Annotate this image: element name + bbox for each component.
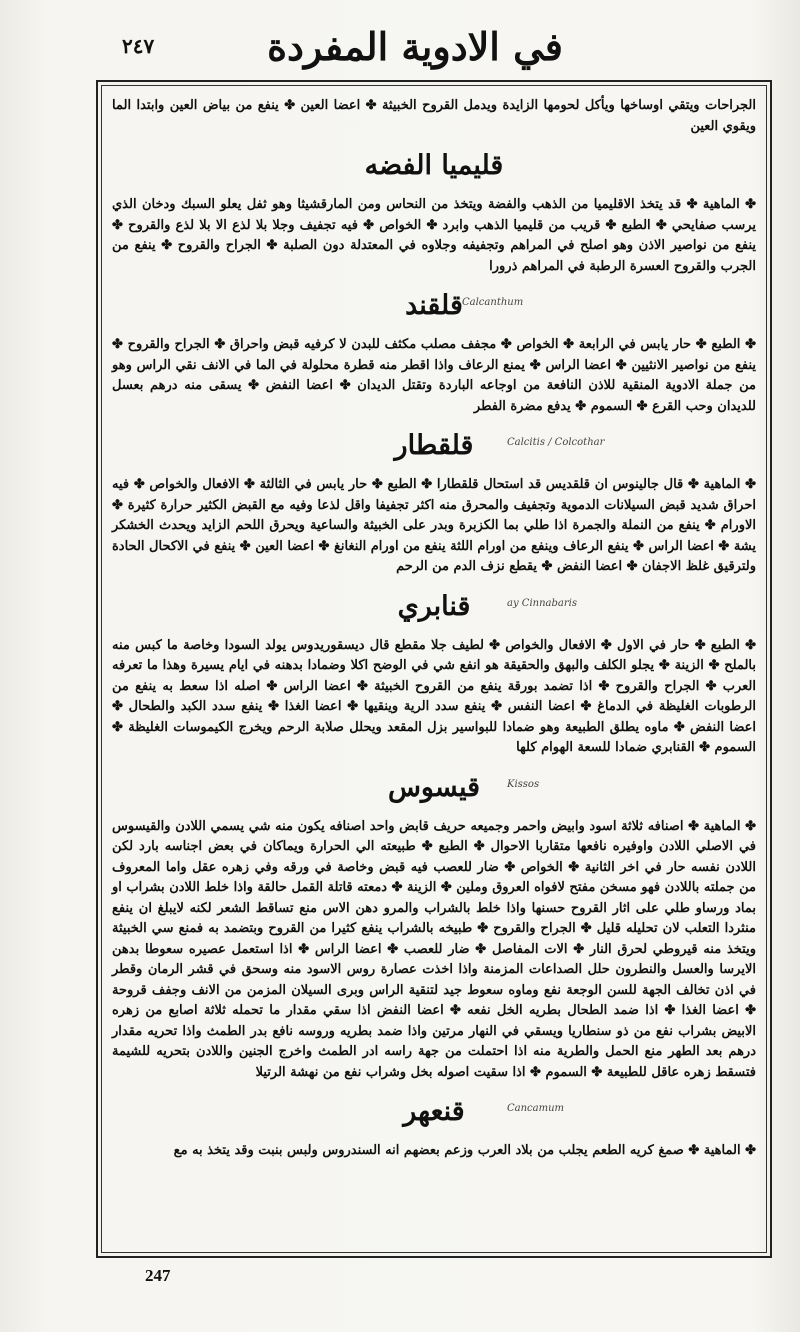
latin-marginal-note: Calcitis / Colcothar (507, 437, 605, 448)
section-heading-row (112, 586, 756, 628)
section-paragraph: ✤ الماهية ✤ صمغ كريه الطعم يجلب من بلاد العرب وزعم بعضهم انه السندروس ولبس بنبت وقد يتخذ به مع (173, 1143, 756, 1158)
section-paragraph: ✤ الماهية ✤ قد يتخذ الاقليميا من الذهب والفضة ويتخذ من النحاس ومن المارقشيثا وهو ثفل يعلو السبك ودخان الذي يرسب صفايحي ✤ الطبع ✤ قريب من قليميا الذهب وابرد ✤ الخواص ✤ فيه تجفيف وجلا بلا لذع الا بلا لذع والقروح ✤ ينفع من نواصير الاذن وهو اصلح في المراهم وتجفيفه وجلاوه في المعتدلة دون الصلبة ✤ الجراح والقروح ✤ ينفع من الجرب والقروح العسرة الرطبة في المراهم ذرورا (112, 197, 756, 274)
folio-number: 247 (145, 1266, 171, 1285)
section-heading-row (112, 767, 756, 809)
page-content (112, 96, 756, 1162)
section-paragraph: ✤ الطبع ✤ حار يابس في الرابعة ✤ الخواص ✤ مجفف مصلب مكثف للبدن لا كرفيه قبض واحراق ✤ الجراح والقروح ✤ ينفع من نواصير الانثيين ✤ اعضا الراس ✤ يمنع الرعاف واذا اقطر منه قطرة محلولة في الما في الانف نقي الراس وهو من جملة الادوية المنقية للاذن النافعة من اوجاعه الباردة وتقتل الديدان ✤ اعضا النفض ✤ يسقى منه درهم بعسل للديدان وحب القرع ✤ السموم ✤ يدفع مضرة الفطر (112, 337, 756, 414)
section-paragraph: ✤ الماهية ✤ اصنافه ثلاثة اسود وابيض واحمر وجميعه حريف قابض واحد اصنافه يكون منه شي يسمي اللادن والقيسوس في الاصلي اللادن واوفيره نافعها متقاربا الاحوال ✤ الطبع ✤ طبيعته الي الحرارة ويماكان في بعض اجناسه بارد لكن اللادن نفسه حار في اخر الثانية ✤ الخواص ✤ ضار للعصب فيه قبض وخاصة في ورقه وفي زهره عقل واما المعروف من جملته باللادن فهو مسخن مفتح لافواه العروق وملين ✤ الزينة ✤ دمعته قاتلة القمل حالقة واذا خلط اللادن بشراب او بماد ورساو طلي على اثار القروح حسنها واذا خلط بالشراب والمرو دهن الاس منع تساقط الشعر لكنه لايبلغ ان ينفع منثردا التعلب لان تحليله قليل ✤ الجراح والقروح ✤ طبيخه بالشراب ينفع كثيرا من القروح وبتضمد به فمنع سي الخبيثة ويتخذ منه قيروطي لحرق النار ✤ الات المفاصل ✤ ضار للعصب ✤ اعضا الراس ✤ اذا استعمل عصيره سعوطا بدهن الايرسا والعسل والنطرون حلل الصداعات المزمنة واذا اخذت عصارة روس الاسود منه وسحق في قشر الرمان وقطر في اذن تخالف الجهة للسن الوجعة نفع وماوه سعوط جيد لتنقية الراس وبرى السيلان المزمن من الانف وجفف قروحة ✤ اعضا الغذا ✤ اذا ضمد الطحال بطريه الخل نفعه ✤ اعضا النفض اذا سقي مقدار ما تحمله ثلاثة اصابع من زهره الابيض بشراب نفع من ذو سنطاريا ويسقي في النهار مرتين واذا ضمد بطريه وروسه نافع بدر الطمث واذا تحريه مقدار درهم بعد الطهر منع الحمل والطرية منه اذا احتملت من جهة راسه ادر الطمث واخرج الجنين واللادن بتحريه للشيمة فتسقط زهره عاقل للطبيعة ✤ السموم ✤ اذا سقيت اصوله بخل وشراب نفع من نهشة الرتيلا (112, 818, 756, 1080)
page-number-arabic: ٢٤٧ (122, 34, 155, 58)
section-heading-row (112, 145, 756, 187)
section-paragraph: ✤ الطبع ✤ حار في الاول ✤ الافعال والخواص ✤ لطيف جلا مقطع قال ديسقوريدوس يولد السودا وخاصة ما كبس منه بالملح ✤ الزينة ✤ يجلو الكلف والبهق والحقيقة هو انفع شي في الوضح اكلا وضمادا بدهنه في ايام يسيرة وهذا ما تعرفه العرب ✤ الجراح والقروح ✤ اذا تضمد بورقة ينفع من القروح الخبيثة ✤ اعضا الراس ✤ اصله اذا سعط به ينفع من الرطوبات الغليظة في الدماغ ✤ اعضا النفس ✤ ينفع سدد الرية وينقيها ✤ اعضا الغذا ✤ ينفع سدد الكبد والطحال ✤ اعضا النفض ✤ ماوه يطلق الطبيعة وهو ضمادا للبواسير بزل المقعد ويحلل صلابة الرحم ويخرج الكيموسات الغليظة ✤ السموم ✤ القنابري ضمادا للسعة الهوام كلها (112, 637, 756, 755)
latin-marginal-note: ay Cinnabaris (507, 597, 577, 609)
latin-marginal-note: Cancamum (507, 1103, 565, 1114)
text-frame (96, 80, 772, 1258)
section-heading: قلقطار (394, 430, 474, 461)
latin-marginal-note: Kissos (507, 778, 540, 790)
section-heading-row (112, 1091, 756, 1133)
section-paragraph: الجراحات ويتقي اوساخها ويأكل لحومها الزايدة ويدمل القروح الخبيثة ✤ اعضا العين ✤ ينفع من بياض العين وابتدا الما ويقوي العين (112, 98, 756, 134)
section-heading-row (112, 425, 756, 467)
section-heading: قليميا الفضه (364, 150, 504, 181)
section-heading: قنابري (397, 590, 471, 622)
section-heading: قنعهر (403, 1096, 465, 1127)
page-title: في الادوية المفردة (267, 24, 563, 69)
latin-marginal-note: Calcanthum (462, 297, 524, 308)
section-heading: قلقند (405, 290, 463, 321)
section-heading-row (112, 285, 756, 327)
section-paragraph: ✤ الماهية ✤ قال جالينوس ان قلقديس قد استحال قلقطارا ✤ الطبع ✤ حار يابس في الثالثة ✤ الافعال والخواص ✤ فيه احراق شديد قبض السيلانات الدموية وتجفيف والمحرق منه اكثر تجفيفا واقل لذعا وفيه مع القبض الكثير حرارة كثيرة ✤ الاورام ✤ ينفع من النملة والجمرة اذا طلي بما الكزبرة وبدر على الخبيثة والساعية ويحرق اللحم الزايد ويحدث الخشكر يشة ✤ اعضا الراس ✤ ينفع الرعاف وينفع من اورام اللثة ينفع من اورام النغانغ ✤ اعضا العين ✤ ينفع في الاكحال الحادة ولترقيق غلظ الاجفان ✤ اعضا النفض ✤ يقطع نزف الدم من الرحم (112, 477, 756, 574)
running-head (90, 20, 740, 76)
section-heading: قيسوس (387, 771, 481, 803)
